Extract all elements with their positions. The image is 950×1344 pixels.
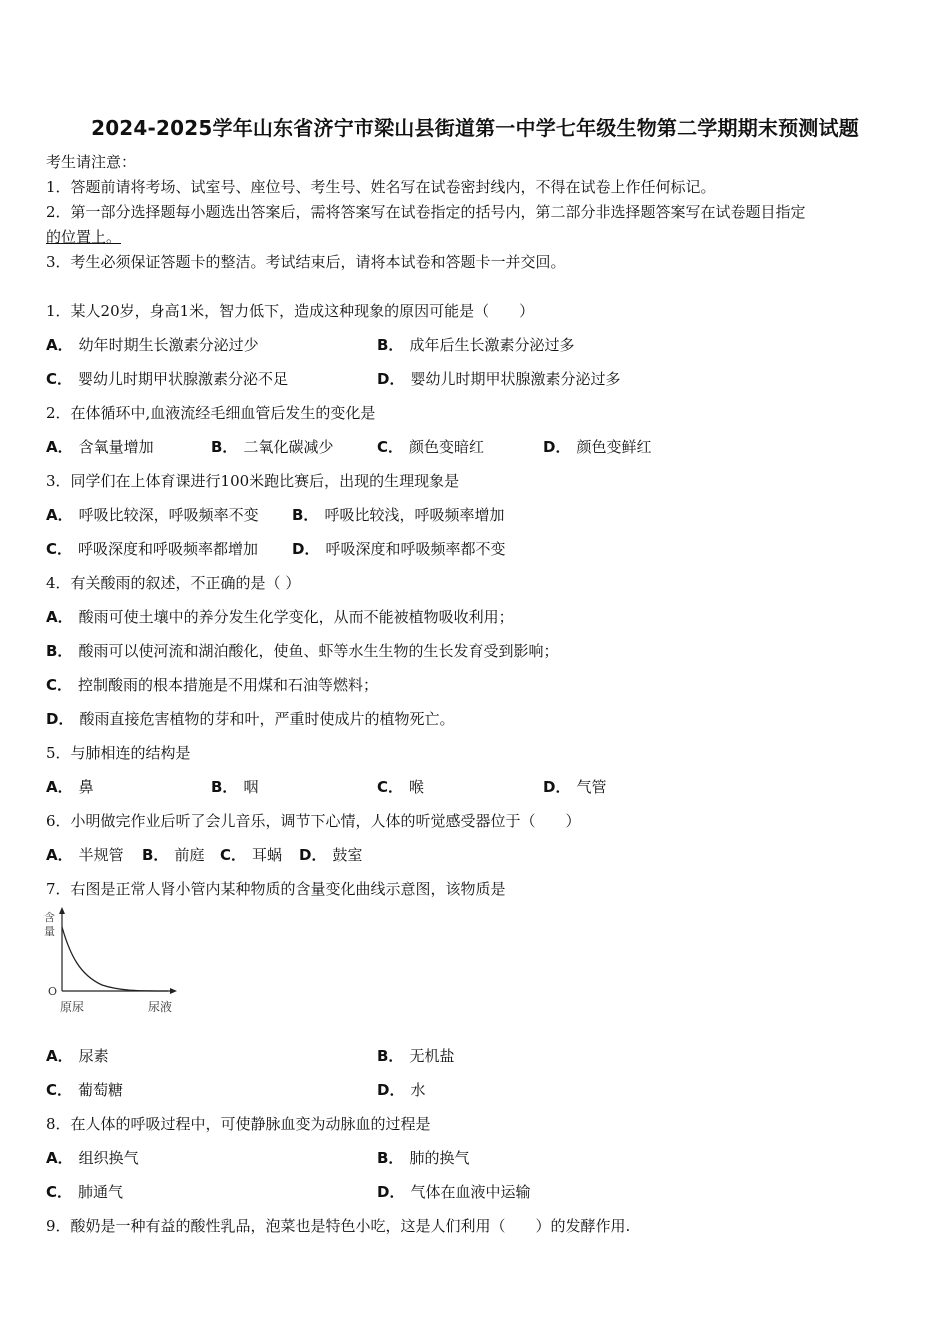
concentration-curve-figure	[40, 905, 190, 1020]
question-stem: 8．在人体的呼吸过程中，可使静脉血变为动脉血的过程是	[46, 1115, 431, 1133]
option: B． 酸雨可以使河流和湖泊酸化，使鱼、虾等水生生物的生长发育受到影响；	[46, 642, 559, 660]
option: A． 组织换气	[46, 1149, 139, 1167]
option: D． 鼓室	[299, 846, 363, 864]
option: B． 前庭	[142, 846, 205, 864]
option: D． 水	[377, 1081, 426, 1099]
option: D． 呼吸深度和呼吸频率都不变	[292, 540, 506, 558]
option: C． 耳蜗	[220, 846, 283, 864]
question-stem: 6．小明做完作业后听了会儿音乐，调节下心情，人体的听觉感受器位于（ ）	[46, 812, 581, 830]
notice-heading: 考生请注意：	[46, 153, 137, 171]
notice-item: 3．考生必须保证答题卡的整洁。考试结束后，请将本试卷和答题卡一并交回。	[46, 253, 566, 271]
option: C． 呼吸深度和呼吸频率都增加	[46, 540, 259, 558]
question-stem: 2．在体循环中,血液流经毛细血管后发生的变化是	[46, 404, 376, 422]
question-stem: 5．与肺相连的结构是	[46, 744, 191, 762]
option: A． 酸雨可使土壤中的养分发生化学变化，从而不能被植物吸收利用；	[46, 608, 514, 626]
y-axis-label: 量	[44, 925, 55, 938]
option: D． 气管	[543, 778, 607, 796]
y-axis-label: 含	[44, 911, 55, 924]
option: B． 成年后生长激素分泌过多	[377, 336, 575, 354]
option: A． 鼻	[46, 778, 94, 796]
option: C． 喉	[377, 778, 425, 796]
option: A． 含氧量增加	[46, 438, 154, 456]
origin-label: O	[48, 985, 58, 998]
y-axis-arrow	[59, 907, 65, 914]
option: D． 酸雨直接危害植物的芽和叶，严重时使成片的植物死亡。	[46, 710, 455, 728]
x-start-label: 原尿	[60, 1000, 85, 1014]
question-stem: 7．右图是正常人肾小管内某种物质的含量变化曲线示意图，该物质是	[46, 880, 506, 898]
option: C． 葡萄糖	[46, 1081, 124, 1099]
x-end-label: 尿液	[148, 1000, 173, 1014]
notice-item: 1．答题前请将考场、试室号、座位号、考生号、姓名写在试卷密封线内，不得在试卷上作任何标记。	[46, 178, 716, 196]
question-stem: 1．某人20岁，身高1米，智力低下，造成这种现象的原因可能是（ ）	[46, 302, 535, 320]
option: A． 呼吸比较深，呼吸频率不变	[46, 506, 259, 524]
question-stem: 3．同学们在上体育课进行100米跑比赛后，出现的生理现象是	[46, 472, 460, 490]
notice-item: 的位置上。	[46, 228, 122, 246]
option: C． 控制酸雨的根本措施是不用煤和石油等燃料；	[46, 676, 379, 694]
question-stem: 9．酸奶是一种有益的酸性乳品，泡菜也是特色小吃，这是人们利用（ ）的发酵作用.	[46, 1217, 631, 1235]
option: B． 无机盐	[377, 1047, 455, 1065]
option: A． 尿素	[46, 1047, 109, 1065]
question-stem: 4．有关酸雨的叙述，不正确的是（ ）	[46, 574, 301, 592]
notice-item: 2．第一部分选择题每小题选出答案后，需将答案写在试卷指定的括号内，第二部分非选择题答案写在试卷题目指定	[46, 203, 806, 221]
option: C． 肺通气	[46, 1183, 124, 1201]
option: C． 婴幼儿时期甲状腺激素分泌不足	[46, 370, 289, 388]
option: B． 肺的换气	[377, 1149, 470, 1167]
option: C． 颜色变暗红	[377, 438, 485, 456]
option: B． 咽	[211, 778, 259, 796]
option: B． 呼吸比较浅，呼吸频率增加	[292, 506, 505, 524]
page-title: 2024-2025学年山东省济宁市梁山县街道第一中学七年级生物第二学期期末预测试题	[91, 116, 859, 140]
option: D． 颜色变鲜红	[543, 438, 652, 456]
option: D． 婴幼儿时期甲状腺激素分泌过多	[377, 370, 621, 388]
option: B． 二氧化碳减少	[211, 438, 334, 456]
decay-curve	[62, 927, 168, 991]
option: A． 半规管	[46, 846, 124, 864]
x-axis-arrow	[170, 988, 177, 994]
option: A． 幼年时期生长激素分泌过少	[46, 336, 259, 354]
option: D． 气体在血液中运输	[377, 1183, 531, 1201]
